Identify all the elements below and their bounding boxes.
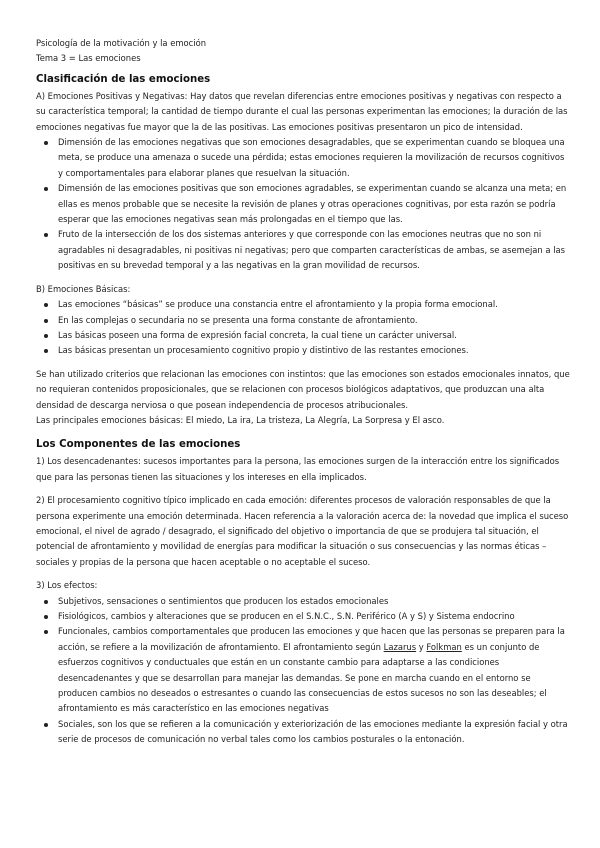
effect-text: Funcionales, cambios comportamentales que producen las emociones y que hacen que las personas se preparen para la acción, se refiere a la movilización de afrontamiento. El afrontamiento según	[58, 626, 565, 652]
list-item: Las emociones “básicas” se produce una constancia entre el afrontamiento y la propia forma emocional.	[58, 297, 570, 312]
list-item: Las básicas poseen una forma de expresión facial concreta, la cual tiene un carácter universal.	[58, 328, 570, 343]
list-item: En las complejas o secundaria no se presenta una forma constante de afrontamiento.	[58, 313, 570, 328]
list-emotion-dimensions	[36, 135, 570, 274]
effect-text: y	[416, 641, 427, 652]
paragraph-basic-emotions-title: B) Emociones Básicas:	[36, 283, 131, 294]
paragraph-effects-title: 3) Los efectos:	[36, 580, 98, 591]
paragraph-criteria: Se han utilizado criterios que relacionan las emociones con instintos: que las emociones son estados emocionales innatos, que no requieran contenidos proposicionales, que se relacionen con procesos biológicos adaptativos, que produzcan una alta densidad de descarga nerviosa o que posean independencia de procesos atribucionales.	[36, 368, 570, 410]
list-item	[58, 624, 570, 716]
list-item: Las básicas presentan un procesamiento cognitivo propio y distintivo de las restantes emociones.	[58, 343, 570, 358]
list-item: Fruto de la intersección de los dos sistemas anteriores y que corresponde con las emociones neutras que no son ni agradables ni desagradables, ni positivas ni negativas; pero que comparten características de ambas, se asemejan a las positivas en su brevedad temporal y a las negativas en la gran movilidad de recursos.	[58, 227, 570, 273]
paragraph-principal-emotions: Las principales emociones básicas: El miedo, La ira, La tristeza, La Alegría, La Sorpresa y El asco.	[36, 414, 445, 425]
effect-text: es un conjunto de esfuerzos cognitivos y conductuales que están en un constante cambio para adaptarse a las condiciones desencadenantes y que se desarrollan para manejar las demandas. Se pone en marcha cuando en el entorno se producen cambios no deseados o estresantes o cuando las consecuencias de estos sucesos no son las deseables; el afrontamiento es más característico en las emociones negativas	[58, 641, 547, 714]
list-basic-emotions	[36, 297, 570, 359]
paragraph-cognitive-processing: 2) El procesamiento cognitivo típico implicado en cada emoción: diferentes procesos de valoración responsables de que la persona experimente una emoción determinada. Hacen referencia a la valoración acerca de: la novedad que implica el suceso emocional, el nivel de agrado / desagrado, el significado del objetivo o importancia de que se produjera tal situación, el potencial de afrontamiento y movilidad de energías para modificar la situación o sus consecuencias y las normas éticas – sociales y propias de la persona que hacen aceptable o no aceptable el suceso.	[36, 495, 569, 567]
list-item: Dimensión de las emociones positivas que son emociones agradables, se experimentan cuando se alcanza una meta; en ellas es menos probable que se necesite la revisión de planes y otras operaciones cognitivas, por esta razón se podría esperar que las emociones negativas sean más prolongadas en el tiempo que las.	[58, 181, 570, 227]
list-item: Fisiológicos, cambios y alteraciones que se producen en el S.N.C., S.N. Periférico (A y S) y Sistema endocrino	[58, 609, 570, 624]
list-effects	[36, 594, 570, 748]
author-folkman: Folkman	[426, 641, 462, 652]
list-item: Dimensión de las emociones negativas que son emociones desagradables, que se experimentan cuando se bloquea una meta, se produce una amenaza o sucede una pérdida; estas emociones requieren la movilización de recursos cognitivos y comportamentales para elaborar planes que resuelvan la situación.	[58, 135, 570, 181]
section-heading-components: Los Componentes de las emociones	[36, 439, 241, 451]
author-lazarus: Lazarus	[383, 641, 417, 652]
list-item: Sociales, son los que se refieren a la comunicación y exteriorización de las emociones mediante la expresión facial y otra serie de procesos de comunicación no verbal tales como los cambios posturales o la entonación.	[58, 717, 570, 748]
list-item: Subjetivos, sensaciones o sentimientos que producen los estados emocionales	[58, 594, 570, 609]
paragraph-triggers: 1) Los desencadenantes: sucesos importantes para la persona, las emociones surgen de la interacción entre los significados que para las personas tienen las situaciones y los intereses en ella implicados.	[36, 456, 560, 482]
section-heading-classification: Clasificación de las emociones	[36, 73, 211, 85]
topic-title: Tema 3 = Las emociones	[36, 53, 141, 64]
paragraph-positive-negative: A) Emociones Positivas y Negativas: Hay datos que revelan diferencias entre emociones positivas y negativas con respecto a su característica temporal; la cantidad de tiempo durante el cual las personas experimentan las emociones; la duración de las emociones negativas fue mayor que la de las positivas. Las emociones positivas presentaron un pico de intensidad.	[36, 90, 568, 132]
course-title: Psicología de la motivación y la emoción	[36, 38, 207, 48]
